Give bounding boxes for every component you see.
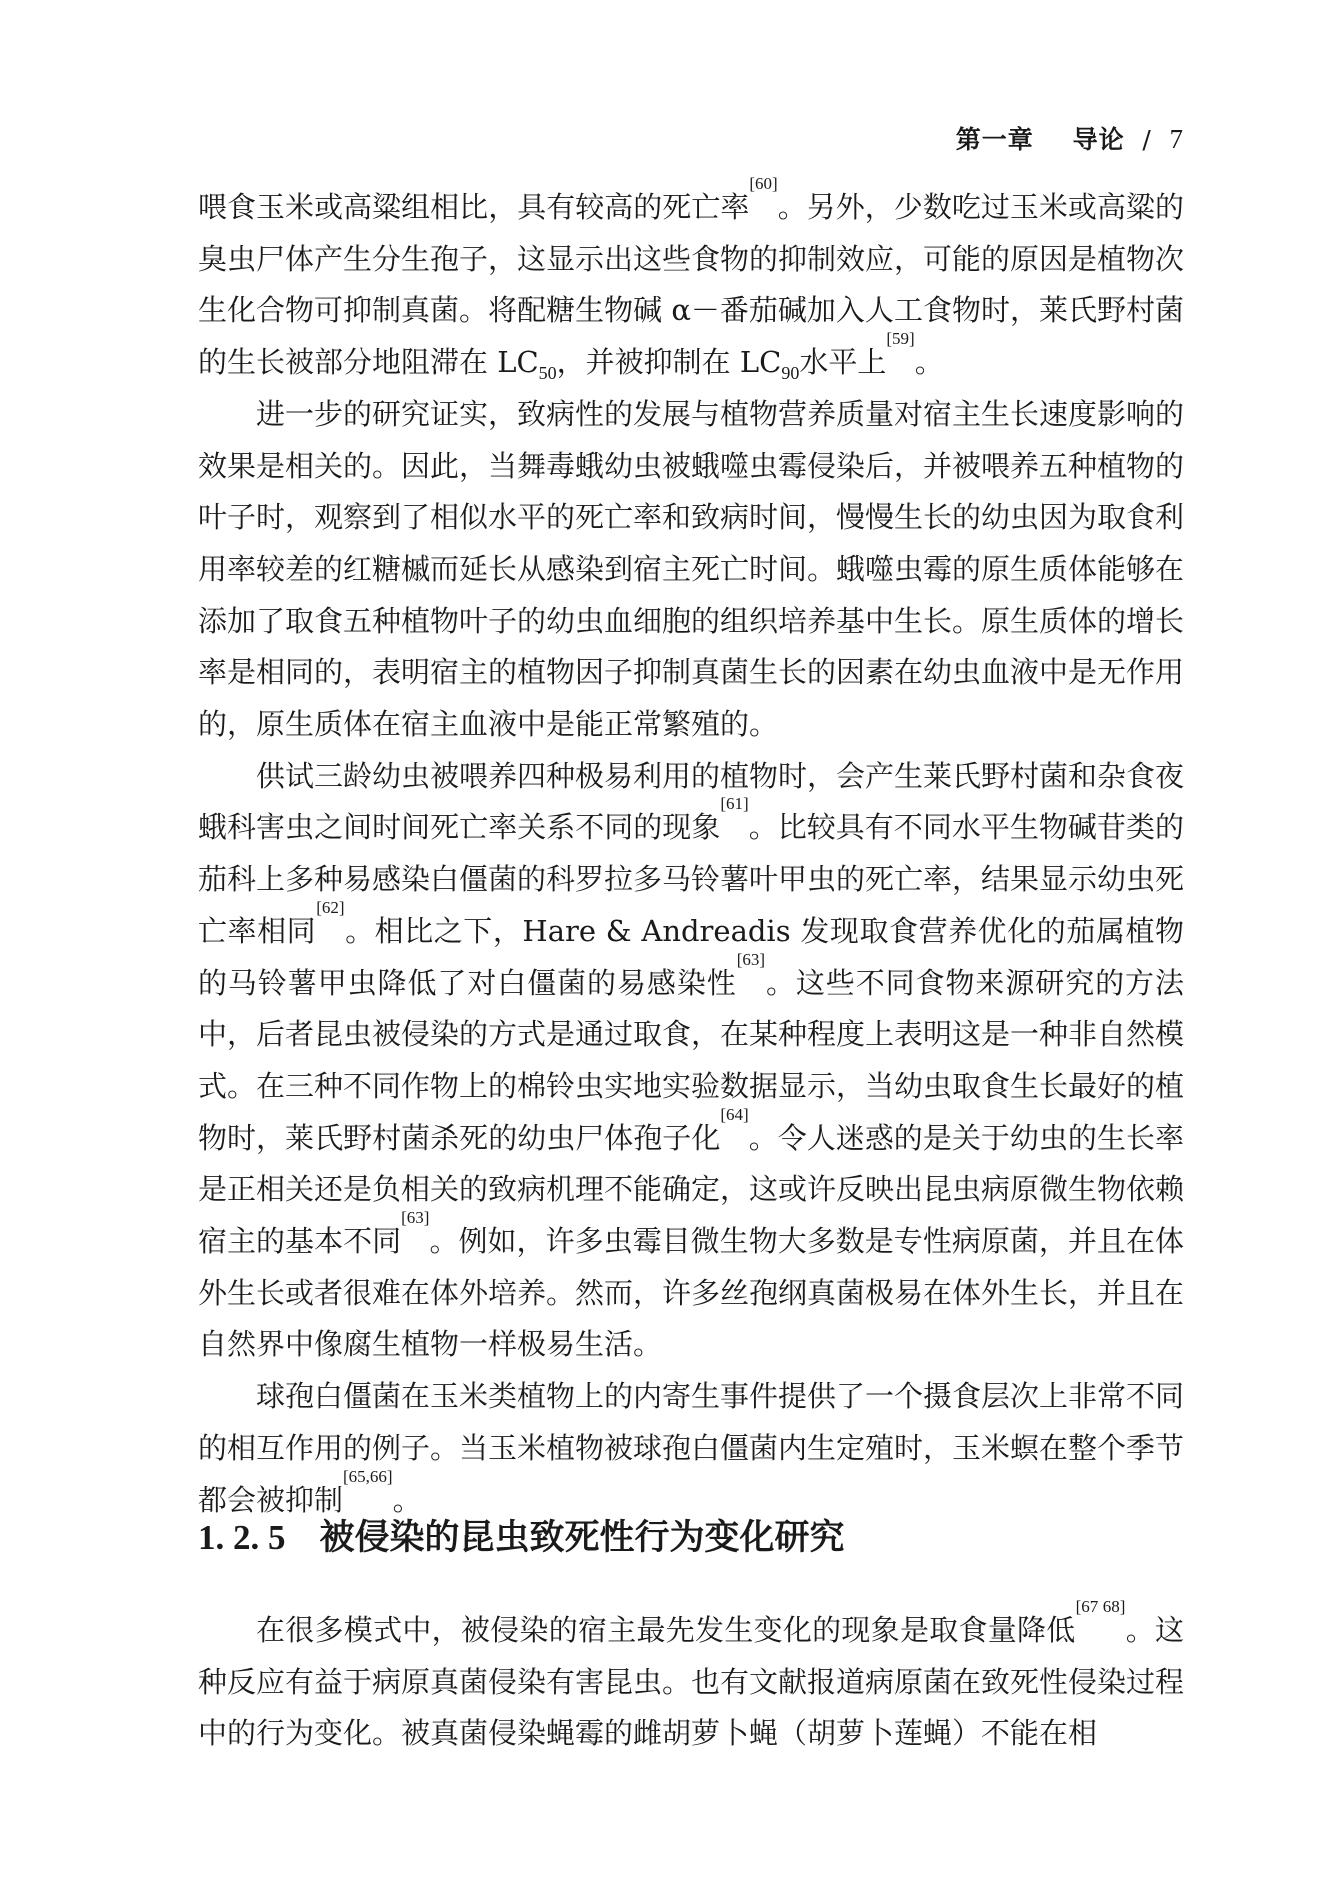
text-run: 在很多模式中，被侵染的宿主最先发生变化的现象是取食量降低 [256,1613,1076,1647]
paragraph [198,1597,1185,1760]
section-number: 1. 2. 5 [198,1518,286,1557]
text-run: 。这些不同食物来源研究的方法中，后者昆虫被侵染的方式是通过取食，在某种程度上表明这是一种非自然模式。在三种不同作物上的棉铃虫实地实验数据显示，当幼虫取食生长最好的植物时，莱氏野村菌杀死的幼虫尸体孢子化 [198,965,1185,1155]
citation-ref: [59] [886,329,915,349]
paragraph [198,1371,1184,1526]
text-run: 。相比之下，Hare & Andreadis 发现取食营养优化的茄属植物的马铃薯甲虫降低了对白僵菌的易感染性 [198,913,1184,1000]
text-run: 。 [392,1482,422,1517]
paragraph [198,389,1184,751]
section-body-text [198,1597,1185,1760]
section-title: 被侵染的昆虫致死性行为变化研究 [319,1518,845,1558]
citation-ref: [63] [401,1208,430,1228]
text-run: 。 [914,345,944,380]
text-run: 进一步的研究证实，致病性的发展与植物营养质量对宿主生长速度影响的效果是相关的。因此，当舞毒蛾幼虫被蛾噬虫霉侵染后，并被喂养五种植物的叶子时，观察到了相似水平的死亡率和致病时间，慢慢生长的幼虫因为取食利用率较差的红糖槭而延长从感染到宿主死亡时间。蛾噬虫霉的原生质体能够在添加了取食五种植物叶子的幼虫血细胞的组织培养基中生长。原生质体的增长率是相同的，表明宿主的植物因子抑制真菌生长的因素在幼虫血液中是无作用的，原生质体在宿主血液中是能正常繁殖的。 [198,396,1185,742]
text-run: ，并被抑制在 LC [556,345,782,380]
text-run: 水平上 [799,345,887,380]
citation-ref: [60] [749,174,778,193]
chapter-label: 第一章 [955,125,1034,154]
paragraph [198,174,1185,389]
text-run: 喂食玉米或高粱组相比，具有较高的死亡率 [198,190,750,224]
section-heading [198,1510,845,1560]
header-separator: / [1142,125,1152,154]
citation-ref: [63] [736,949,766,969]
citation-ref: [65,66] [343,1466,393,1486]
text-run: 供试三龄幼虫被喂养四种极易利用的植物时，会产生莱氏野村菌和杂食夜蛾科害虫之间时间死亡率关系不同的现象 [198,758,1185,845]
citation-ref: [64] [720,1104,749,1124]
paragraph [198,751,1184,1371]
subscript: 90 [781,362,800,383]
citation-ref: [62] [316,897,345,917]
body-text [198,174,1185,1526]
running-head [956,120,1184,156]
subscript: 50 [538,362,557,383]
text-run: 球孢白僵菌在玉米类植物上的内寄生事件提供了一个摄食层次上非常不同的相互作用的例子。当玉米植物被球孢白僵菌内生定殖时，玉米螟在整个季节都会被抑制 [198,1379,1185,1517]
citation-ref: [67 68] [1075,1597,1126,1616]
chapter-title: 导论 [1072,125,1125,154]
text-run: 。例如，许多虫霉目微生物大多数是专性病原菌，并且在体外生长或者很难在体外培养。然而，许多丝孢纲真菌极易在体外生长，并且在自然界中像腐生植物一样极易生活。 [198,1224,1185,1362]
text-run: 。这种反应有益于病原真菌侵染有害昆虫。也有文献报道病原菌在致死性侵染过程中的行为变化。被真菌侵染蝇霉的雌胡萝卜蝇（胡萝卜莲蝇）不能在相 [198,1613,1185,1751]
text-run: 。另外，少数吃过玉米或高粱的臭虫尸体产生分生孢子，这显示出这些食物的抑制效应，可能的原因是植物次生化合物可抑制真菌。将配糖生物碱 α－番茄碱加入人工食物时，莱氏野村菌的生长被部分地阻滞在 LC [198,190,1185,380]
text-run: 。比较具有不同水平生物碱苷类的茄科上多种易感染白僵菌的科罗拉多马铃薯叶甲虫的死亡率，结果显示幼虫死亡率相同 [198,810,1185,948]
page-number: 7 [1169,124,1184,154]
citation-ref: [61] [720,794,749,814]
text-run: 。令人迷惑的是关于幼虫的生长率是正相关还是负相关的致病机理不能确定，这或许反映出昆虫病原微生物依赖宿主的基本不同 [198,1120,1185,1259]
